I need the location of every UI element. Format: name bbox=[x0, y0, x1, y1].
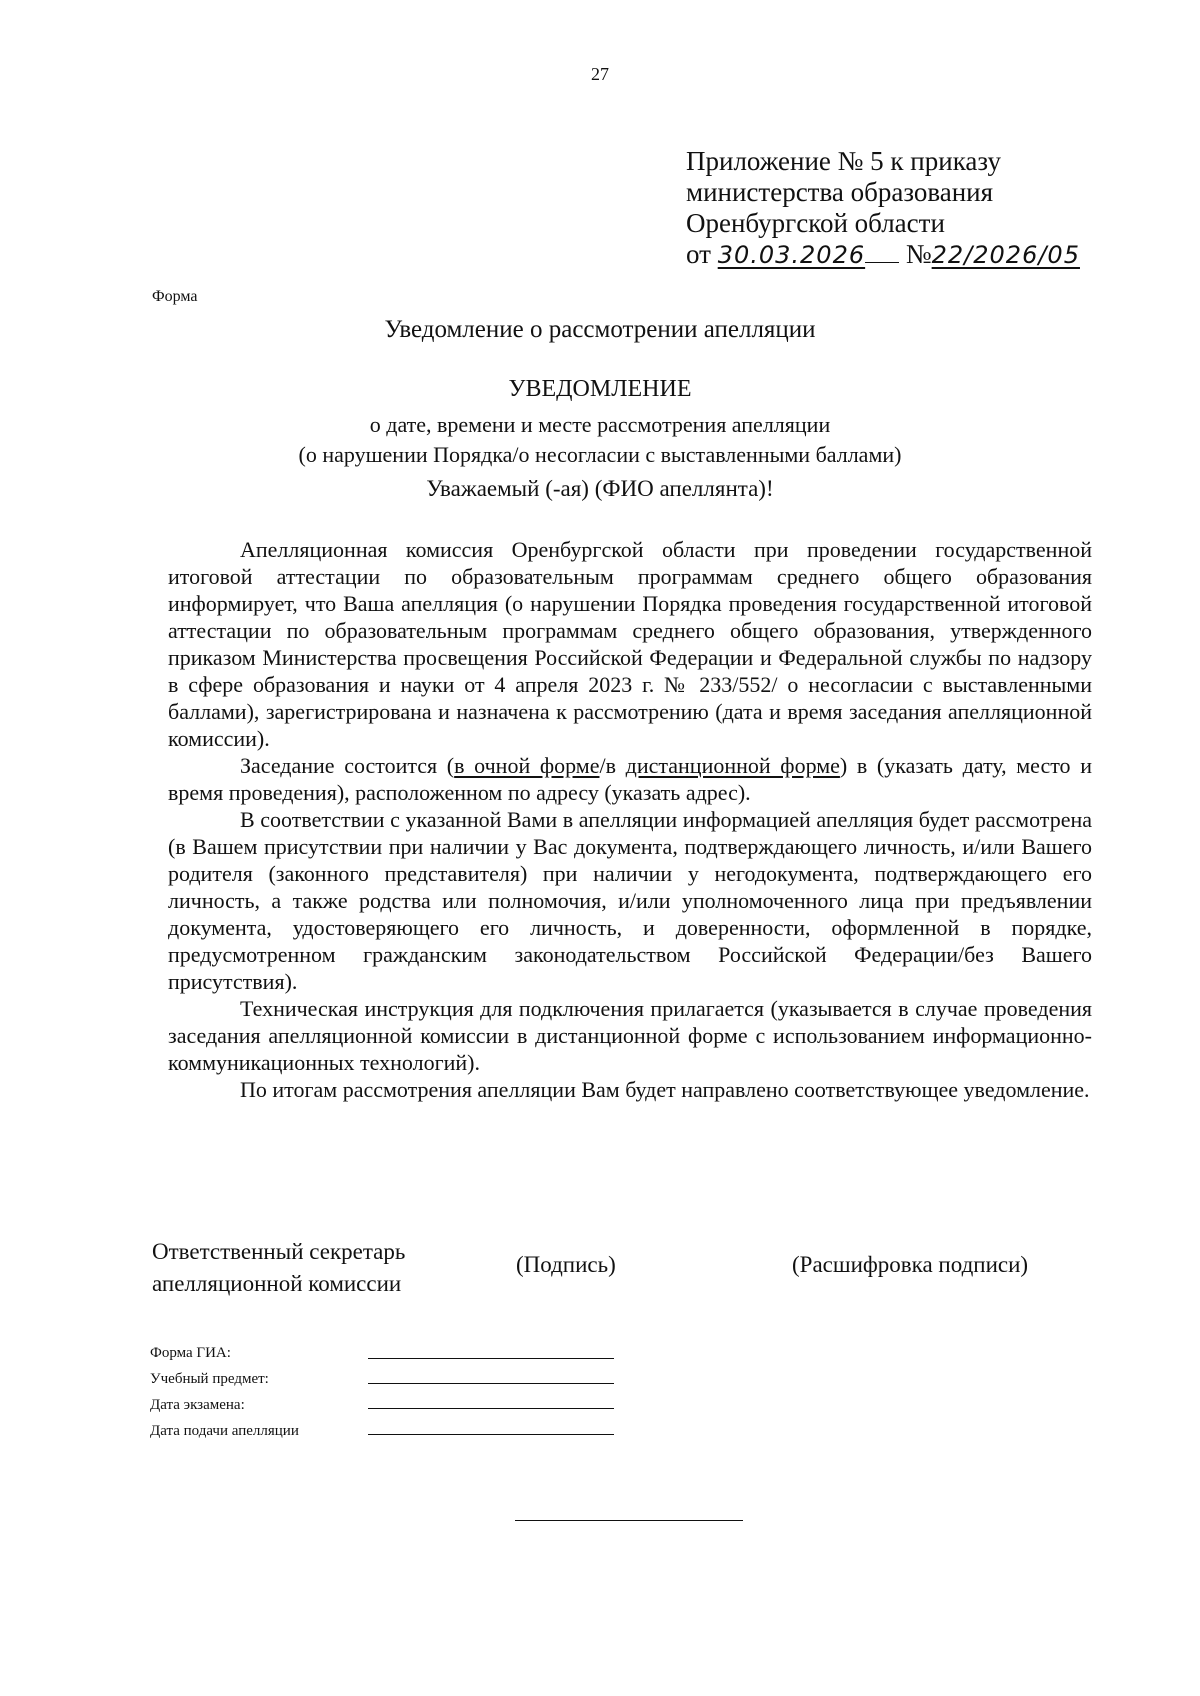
signature-placeholder: (Подпись) bbox=[516, 1252, 616, 1277]
paragraph-5: По итогам рассмотрения апелляции Вам будет направлено соответствующее уведомление. bbox=[240, 1077, 1090, 1102]
meta-field-exam-date: Дата экзамена: bbox=[150, 1397, 245, 1413]
heading-subtitle-1: о дате, времени и месте рассмотрения апелляции bbox=[369, 412, 831, 437]
meta-blank-line-1 bbox=[368, 1358, 614, 1359]
number-prefix: № bbox=[905, 239, 932, 269]
document-heading: УВЕДОМЛЕНИЕ bbox=[508, 376, 692, 402]
meta-field-appeal-date: Дата подачи апелляции bbox=[150, 1423, 299, 1439]
body-text bbox=[168, 536, 1092, 1103]
signatory-role-line-1: Ответственный секретарь bbox=[152, 1239, 406, 1264]
remote-form: дистанционной форме bbox=[625, 753, 840, 778]
notice-title: Уведомление о рассмотрении апелляции bbox=[384, 316, 816, 343]
signature-decrypt-placeholder: (Расшифровка подписи) bbox=[792, 1252, 1029, 1277]
appendix-line-1: Приложение № 5 к приказу bbox=[686, 146, 1001, 176]
appendix-line-3: Оренбургской области bbox=[686, 208, 945, 238]
meta-field-exam-form: Форма ГИА: bbox=[150, 1345, 231, 1361]
appendix-date-line bbox=[686, 239, 1080, 271]
page-number: 27 bbox=[591, 64, 609, 84]
paragraph-2 bbox=[168, 752, 1092, 806]
paragraph-4: Техническая инструкция для подключения прилагается (указывается в случае проведения заседания апелляционной комиссии в дистанционной форме с использованием информационно-коммуникационных технологий). bbox=[168, 996, 1092, 1075]
meta-blank-line-3 bbox=[368, 1408, 614, 1409]
meta-blank-line-2 bbox=[368, 1383, 614, 1384]
appendix-block bbox=[686, 146, 1080, 271]
signatory-role-line-2: апелляционной комиссии bbox=[152, 1271, 402, 1296]
heading-subtitle-2: (о нарушении Порядка/о несогласии с выставленными баллами) bbox=[298, 442, 902, 467]
p2-start: Заседание состоится ( bbox=[240, 753, 455, 778]
date-underline bbox=[865, 262, 899, 263]
paragraph-3: В соответствии с указанной Вами в апелляции информацией апелляция будет рассмотрена (в Вашем присутствии при наличии у Вас документа, подтверждающего личность, и/или Вашего родителя (законного представителя) при наличии у негодокумента, подтверждающего его личность, а также родства или полномочия, и/или уполномоченного лица при предъявлении документа, удостоверяющего его личность, и доверенности, оформленной в порядке, предусмотренном гражданским законодательством Российской Федерации/без Вашего присутствия). bbox=[168, 807, 1092, 994]
meta-blank-line-4 bbox=[368, 1434, 614, 1435]
handwritten-date: 30.03.2026 bbox=[717, 241, 866, 269]
paragraph-1: Апелляционная комиссия Оренбургской области при проведении государственной итоговой аттестации по образовательным программам среднего общего образования информирует, что Ваша апелляция (о нарушении Порядка проведения государственной итоговой аттестации по образовательным программам среднего общего образования, утвержденного приказом Министерства просвещения Российской Федерации и Федеральной службы по надзору в сфере образования и науки от 4 апреля 2023 г. № 233/552/ о несогласии с выставленными баллами), зарегистрирована и назначена к рассмотрению (дата и время заседания апелляционной комиссии). bbox=[168, 537, 1092, 751]
greeting: Уважаемый (-ая) (ФИО апеллянта)! bbox=[426, 476, 774, 501]
handwritten-number: 22/2026/05 bbox=[931, 241, 1080, 269]
appendix-line-2: министерства образования bbox=[686, 177, 994, 207]
p2-mid: /в bbox=[599, 753, 626, 778]
signatory-role bbox=[152, 1236, 405, 1300]
from-prefix: от bbox=[686, 239, 711, 269]
meta-field-subject: Учебный предмет: bbox=[150, 1371, 269, 1387]
in-person-form: в очной форме bbox=[454, 753, 600, 778]
form-label: Форма bbox=[152, 288, 198, 305]
meta-fields bbox=[150, 1340, 299, 1444]
p2-end: ) в (указать дату, место и время проведения), расположенном по адресу (указать адрес). bbox=[168, 753, 1092, 805]
end-divider bbox=[515, 1520, 743, 1521]
